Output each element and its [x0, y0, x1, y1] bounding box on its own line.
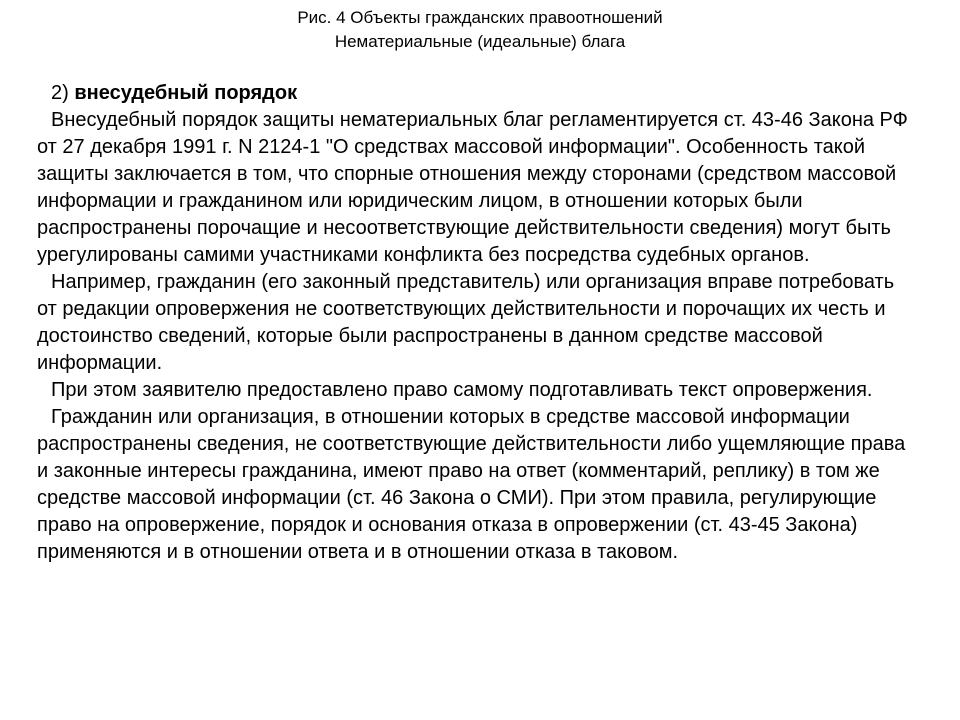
title-line-1: Рис. 4 Объекты гражданских правоотношений: [297, 8, 663, 27]
paragraph-2: Например, гражданин (его законный представитель) или организация вправе потребовать от редакции опровержения не соответствующих действительности и порочащих их честь и достоинство сведений, которые были распространены в данном средстве массовой информации.: [37, 271, 895, 374]
paragraph-4: Гражданин или организация, в отношении которых в средстве массовой информации распространены сведения, не соответствующие действительности либо ущемляющие права и законные интересы гражданина, имеют право на ответ (комментарий, реплику) в том же средстве массовой информации (ст. 46 Закона о СМИ). При этом правила, регулирующие право на опровержение, порядок и основания отказа в опровержении (ст. 43-45 Закона) применяются и в отношении ответа и в отношении отказа в таковом.: [37, 406, 906, 563]
section-heading-text: внесудебный порядок: [74, 82, 298, 104]
title-line-2: Нематериальные (идеальные) блага: [334, 32, 626, 51]
slide-title: [0, 6, 960, 54]
slide-body: [37, 80, 917, 566]
paragraph-1: Внесудебный порядок защиты нематериальных благ регламентируется ст. 43-46 Закона РФ от 27 декабря 1991 г. N 2124-1 "О средствах массовой информации". Особенность такой защиты заключается в том, что спорные отношения между сторонами (средством массовой информации и гражданином или юридическим лицом, в отношении которых были распространены порочащие и несоответствующие действительности сведения) могут быть урегулированы самими участниками конфликта без посредства судебных органов.: [37, 109, 908, 266]
section-heading-number: 2): [51, 82, 69, 104]
paragraph-3: При этом заявителю предоставлено право самому подготавливать текст опровержения.: [51, 379, 873, 401]
section-heading: [37, 80, 917, 107]
